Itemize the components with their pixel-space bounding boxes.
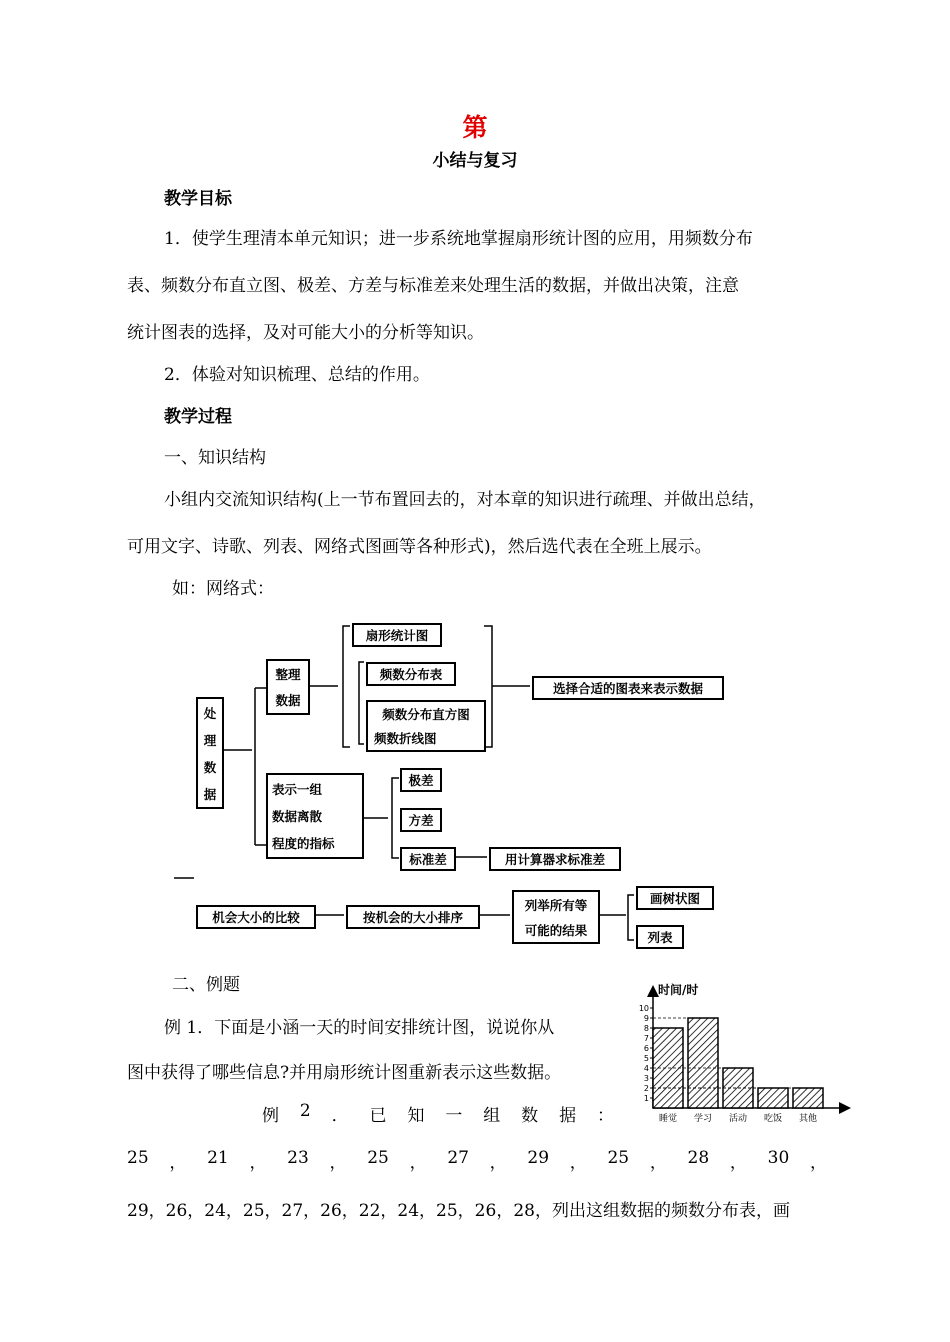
y-tick-label: 6 <box>643 1044 649 1053</box>
goal-1-line-1: 1．使学生理清本单元知识；进一步系统地掌握扇形统计图的应用，用频数分布 <box>164 229 753 249</box>
y-tick-label: 8 <box>643 1024 649 1033</box>
process-heading: 教学过程 <box>164 407 232 427</box>
ex2-token: 数 <box>521 1106 539 1126</box>
para-line-2: 可用文字、诗歌、列表、网络式图画等各种形式)，然后选代表在全班上展示。 <box>127 537 712 557</box>
y-tick-label: 1 <box>643 1094 649 1103</box>
network-example-label: 如：网络式： <box>172 579 274 599</box>
data-token: 21 <box>207 1148 229 1168</box>
data-token: 25 <box>607 1148 630 1168</box>
y-axis-label: 时间/时 <box>658 983 699 997</box>
ex2-token: 知 <box>407 1106 425 1126</box>
example-1-line-1: 例 1．下面是小涵一天的时间安排统计图，说说你从 <box>164 1018 555 1038</box>
y-tick-label: 5 <box>643 1054 649 1063</box>
goal-1-line-2: 表、频数分布直立图、极差、方差与标准差来处理生活的数据，并做出决策，注意 <box>127 276 739 296</box>
list-outcomes-line-2: 可能的结果 <box>524 922 588 938</box>
x-tick-label: 其他 <box>798 1114 818 1124</box>
goal-1-line-3: 统计图表的选择，及对可能大小的分析等知识。 <box>127 323 484 343</box>
data-token: ， <box>489 1153 507 1173</box>
data-token: ， <box>809 1153 827 1173</box>
root-char-3: 数 <box>203 759 217 775</box>
ex2-token: 据 <box>559 1106 577 1126</box>
ex2-token: 2 <box>299 1101 311 1121</box>
x-tick-label: 学习 <box>693 1114 713 1124</box>
data-token: ， <box>329 1153 347 1173</box>
data-row-2: 29，26，24，25，27，26，22，24，25，26，28，列出这组数据的频数分布表，画 <box>127 1201 790 1221</box>
node-list-table: 列表 <box>636 925 684 949</box>
data-token: 28 <box>687 1148 710 1168</box>
node-sort-by-chance: 按机会的大小排序 <box>346 905 480 929</box>
ex2-token: 组 <box>483 1106 501 1126</box>
page-title: 第 <box>462 113 488 142</box>
data-token: 27 <box>447 1148 469 1168</box>
bar-其他 <box>793 1088 823 1108</box>
root-char-2: 理 <box>203 732 217 748</box>
section-knowledge-structure: 一、知识结构 <box>164 448 266 468</box>
list-outcomes-line-1: 列举所有等 <box>524 897 588 913</box>
node-frequency-table: 频数分布表 <box>366 662 456 686</box>
data-token: ， <box>729 1153 747 1173</box>
bar-吃饭 <box>758 1088 788 1108</box>
dispersion-line-1: 表示一组 <box>272 781 323 797</box>
x-tick-label: 吃饭 <box>763 1114 783 1124</box>
node-standard-deviation: 标准差 <box>400 847 456 871</box>
data-token: ， <box>649 1153 667 1173</box>
data-token: ， <box>409 1153 427 1173</box>
goals-heading: 教学目标 <box>164 189 232 209</box>
data-token: 25 <box>367 1148 389 1168</box>
page-subtitle: 小结与复习 <box>432 151 518 171</box>
organize-line-2: 数据 <box>275 693 301 708</box>
y-tick-label: 3 <box>643 1074 649 1083</box>
frequency-polygon-label: 频数折线图 <box>374 731 437 746</box>
section-examples: 二、例题 <box>172 975 240 995</box>
root-char-1: 处 <box>203 705 217 721</box>
node-range: 极差 <box>400 768 442 792</box>
dispersion-line-2: 数据离散 <box>272 808 323 824</box>
y-tick-label: 10 <box>638 1004 649 1013</box>
ex2-token: ． <box>331 1106 349 1126</box>
data-token: ， <box>169 1153 187 1173</box>
organize-line-1: 整理 <box>275 667 301 682</box>
ex2-token: 一 <box>445 1106 463 1126</box>
y-tick-label: 9 <box>643 1014 649 1023</box>
x-tick-label: 活动 <box>728 1114 748 1124</box>
data-token: 23 <box>287 1148 309 1168</box>
data-token: ， <box>569 1153 587 1173</box>
node-pie-chart: 扇形统计图 <box>352 623 442 647</box>
node-compare-chance: 机会大小的比较 <box>196 905 316 929</box>
node-tree-diagram: 画树状图 <box>636 886 714 910</box>
example-1-line-2: 图中获得了哪些信息?并用扇形统计图重新表示这些数据。 <box>127 1063 562 1083</box>
y-tick-label: 2 <box>643 1084 649 1093</box>
x-tick-label: 睡觉 <box>658 1114 678 1124</box>
dispersion-line-3: 程度的指标 <box>272 836 335 852</box>
data-token: 30 <box>767 1148 790 1168</box>
data-token: 29 <box>527 1148 550 1168</box>
bar-学习 <box>688 1018 718 1108</box>
node-calculator-std: 用计算器求标准差 <box>489 847 621 871</box>
histogram-label: 频数分布直方图 <box>382 707 470 722</box>
node-variance: 方差 <box>400 808 442 832</box>
data-token: 25 <box>127 1148 149 1168</box>
para-line-1: 小组内交流知识结构(上一节布置回去的，对本章的知识进行疏理、并做出总结， <box>164 490 766 510</box>
ex2-token: ： <box>596 1106 614 1126</box>
node-choose-chart: 选择合适的图表来表示数据 <box>532 676 724 700</box>
goal-2: 2．体验对知识梳理、总结的作用。 <box>164 365 430 385</box>
y-tick-label: 4 <box>643 1064 649 1073</box>
ex2-token: 已 <box>369 1106 387 1126</box>
ex2-token: 例 <box>262 1106 279 1126</box>
y-tick-label: 7 <box>643 1034 649 1043</box>
data-token: ， <box>249 1153 267 1173</box>
root-char-4: 据 <box>203 786 217 802</box>
